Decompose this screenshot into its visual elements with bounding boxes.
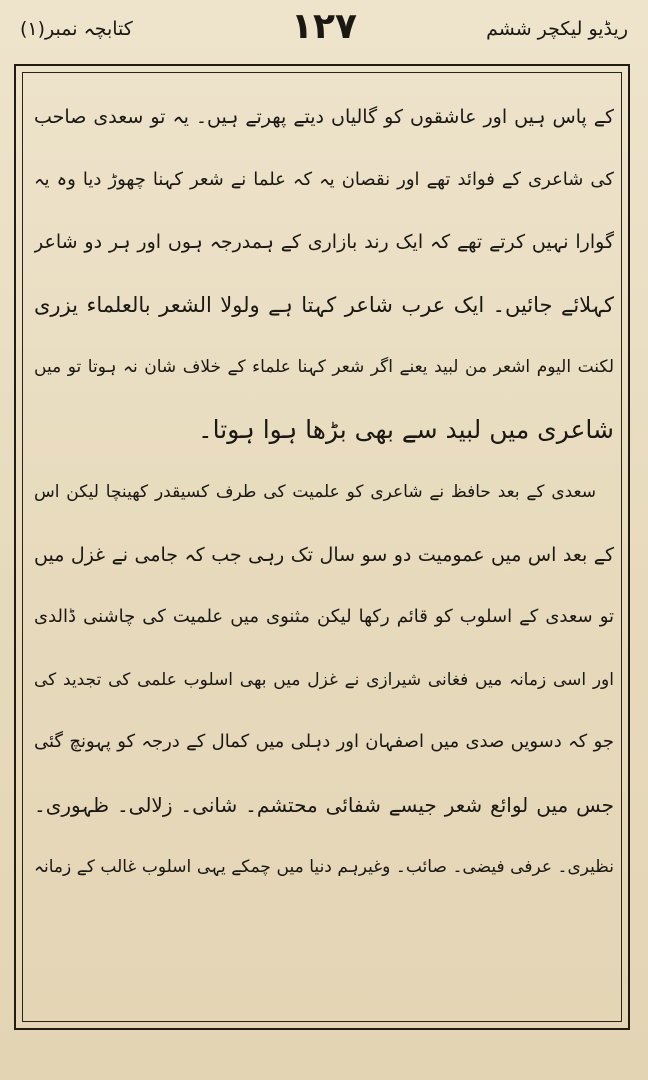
text-line: کے پاس ہیں اور عاشقوں کو گالیاں دیتے پھرتے ہیں۔ یہ تو سعدی صاحب (34, 106, 614, 128)
text-line: شاعری میں لبید سے بھی بڑھا ہوا ہوتا۔ (197, 414, 614, 444)
series-title: ریڈیو لیکچر ششم (486, 18, 628, 40)
running-title: کتابچہ نمبر(۱) (20, 18, 133, 40)
text-line: کی شاعری کے فوائد تھے اور نقصان یہ کہ علما نے شعر کہنا چھوڑ دیا وہ یہ (34, 168, 614, 190)
text-line: گوارا نہیں کرتے تھے کہ ایک رند بازاری کے ہمدرجہ ہوں اور ہر دو شاعر (34, 231, 614, 253)
text-line: جس میں لوائع شعر جیسے شفائی محتشم۔ شانی۔ زلالی۔ ظہوری۔ (34, 792, 614, 817)
text-line: نظیری۔ عرفی فیضی۔ صائب۔ وغیرہم دنیا میں چمکے یہی اسلوب غالب کے زمانہ (34, 857, 614, 877)
text-line: کے بعد اس میں عمومیت دو سو سال تک رہی جب کہ جامی نے غزل میں (34, 543, 614, 566)
body-text (34, 86, 614, 899)
text-line: اور اسی زمانہ میں فغانی شیرازی نے غزل میں بھی اسلوب علمی کی تجدید کی (34, 669, 614, 690)
page-number: ۱۲۷ (291, 6, 357, 47)
page-header (20, 6, 628, 56)
text-line: کہلائے جائیں۔ ایک عرب شاعر کہتا ہے ولولا الشعر بالعلماء یزری (34, 292, 614, 317)
text-line: تو سعدی کے اسلوب کو قائم رکھا لیکن مثنوی میں علمیت کی چاشنی ڈالدی (34, 606, 614, 627)
text-line: لکنت الیوم اشعر من لبید یعنے اگر شعر کہنا علماء کے خلاف شان نہ ہوتا تو میں (34, 357, 614, 377)
text-line: سعدی کے بعد حافظ نے شاعری کو علمیت کی طرف کسیقدر کھینچا لیکن اس (34, 482, 596, 502)
text-line: جو کہ دسویں صدی میں اصفہان اور دہلی میں کمال کے درجہ کو پہونچ گئی (34, 731, 614, 752)
